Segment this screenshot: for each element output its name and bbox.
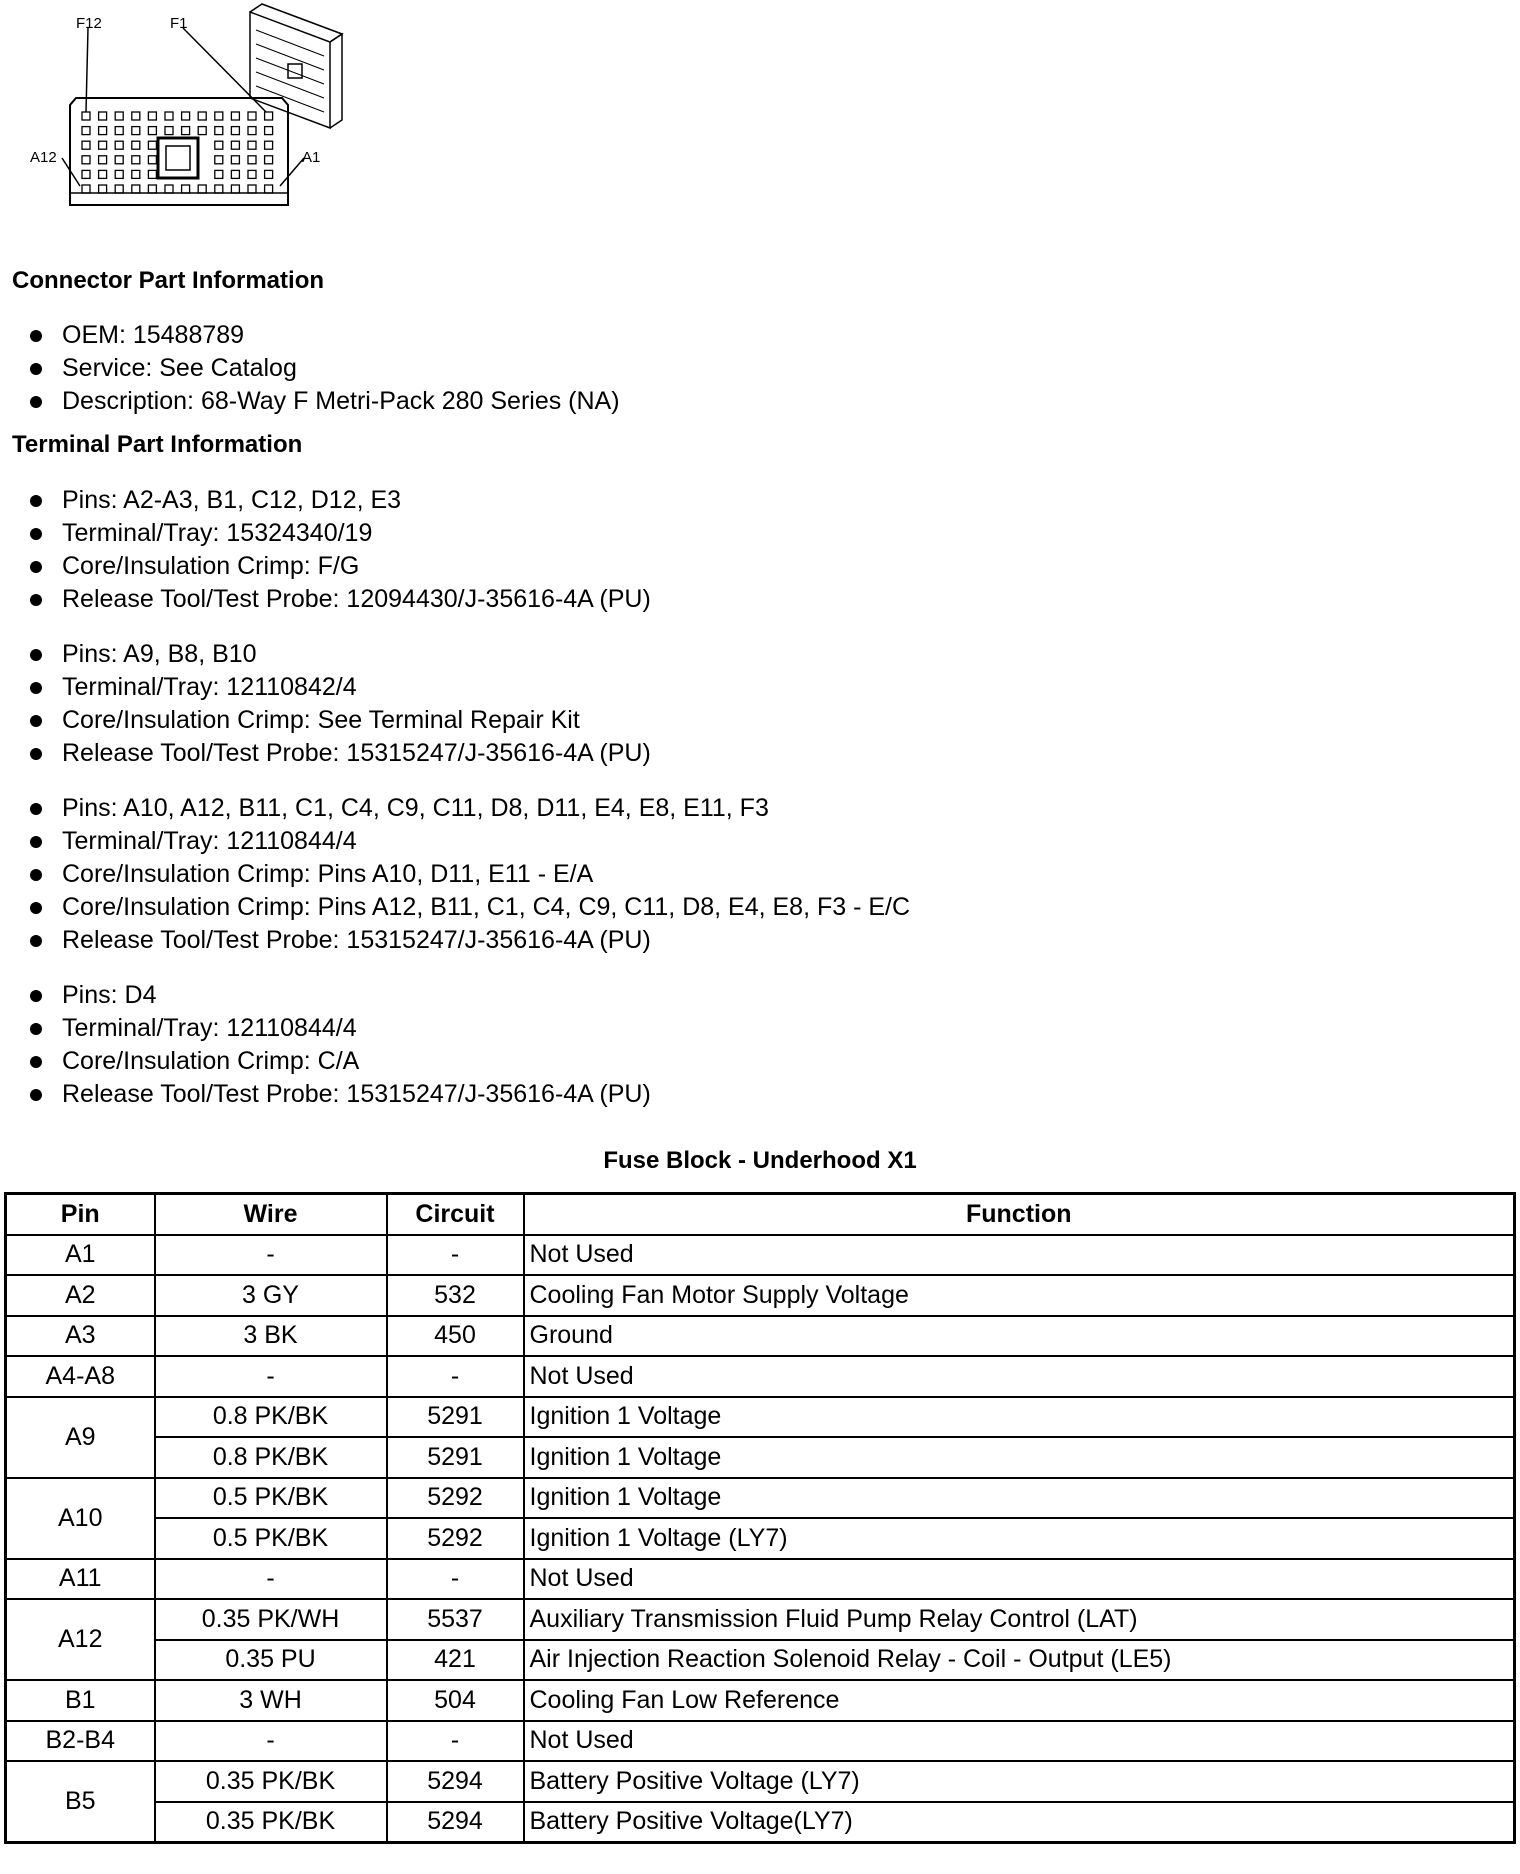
pin-cavity [182,185,190,193]
header-function: Function [524,1194,1515,1235]
pin-cavity [99,112,107,120]
wire-cell: 0.35 PK/BK [155,1802,387,1843]
pin-cavity [148,156,156,164]
circuit-cell: - [387,1356,524,1397]
pin-cavity [231,185,239,193]
function-cell: Not Used [524,1356,1515,1397]
pin-cavity [82,127,90,135]
pin-cavity [231,112,239,120]
circuit-cell: 504 [387,1680,524,1721]
wire-cell: 0.8 PK/BK [155,1397,387,1438]
list-item: Core/Insulation Crimp: Pins A12, B11, C1, C4, C9, C11, D8, E4, E8, F3 - E/C [30,891,910,924]
pin-cell: A12 [6,1599,155,1680]
wire-cell: - [155,1356,387,1397]
table-header-row [6,1194,1515,1235]
label-f12: F12 [76,15,102,32]
pin-cell: B1 [6,1680,155,1721]
pin-cavity [165,112,173,120]
pin-cavity [165,127,173,135]
circuit-cell: 5292 [387,1478,524,1519]
table-row [6,1761,1515,1802]
pin-cavity [132,170,140,178]
terminal-group-2 [30,638,651,770]
pin-cavity [132,156,140,164]
function-cell: Ignition 1 Voltage [524,1478,1515,1519]
pin-cavity [165,185,173,193]
pin-cavity [82,141,90,149]
pin-cavity [248,170,256,178]
circuit-cell: 5294 [387,1761,524,1802]
pin-cavity [148,170,156,178]
function-cell: Air Injection Reaction Solenoid Relay - Coil - Output (LE5) [524,1640,1515,1681]
function-cell: Cooling Fan Motor Supply Voltage [524,1275,1515,1316]
pin-cell: A4-A8 [6,1356,155,1397]
pin-cavity [132,141,140,149]
pin-cavity [182,127,190,135]
pin-cavity [231,127,239,135]
pin-cavity [265,141,273,149]
list-item: Description: 68-Way F Metri-Pack 280 Series (NA) [30,385,620,418]
label-a12: A12 [30,149,57,166]
function-cell: Battery Positive Voltage (LY7) [524,1761,1515,1802]
pin-cavity [215,185,223,193]
header-circuit: Circuit [387,1194,524,1235]
circuit-cell: 5294 [387,1802,524,1843]
table-row [6,1802,1515,1843]
pin-cavity [148,185,156,193]
wire-cell: 3 WH [155,1680,387,1721]
circuit-cell: 5291 [387,1437,524,1478]
pin-cavity [231,141,239,149]
header-wire: Wire [155,1194,387,1235]
wire-cell: - [155,1235,387,1276]
circuit-cell: - [387,1235,524,1276]
table-row [6,1721,1515,1762]
pin-cavity [182,112,190,120]
wire-cell: 3 GY [155,1275,387,1316]
function-cell: Ignition 1 Voltage [524,1397,1515,1438]
table-row [6,1316,1515,1357]
pin-cell: A9 [6,1397,155,1478]
wire-cell: 3 BK [155,1316,387,1357]
pin-cavity [198,112,206,120]
pin-cavity [148,112,156,120]
pin-cell: B2-B4 [6,1721,155,1762]
table-row [6,1518,1515,1559]
list-item: OEM: 15488789 [30,319,620,352]
function-cell: Not Used [524,1235,1515,1276]
pin-cavity [215,141,223,149]
wire-cell: 0.5 PK/BK [155,1478,387,1519]
pin-cavity [82,156,90,164]
pin-cavity [99,156,107,164]
table-row [6,1478,1515,1519]
list-item: Terminal/Tray: 15324340/19 [30,517,651,550]
function-cell: Battery Positive Voltage(LY7) [524,1802,1515,1843]
pin-cavity [248,156,256,164]
circuit-cell: 532 [387,1275,524,1316]
table-row [6,1397,1515,1438]
wire-cell: 0.5 PK/BK [155,1518,387,1559]
circuit-cell: 450 [387,1316,524,1357]
function-cell: Auxiliary Transmission Fluid Pump Relay Control (LAT) [524,1599,1515,1640]
pin-cavity [82,170,90,178]
function-cell: Not Used [524,1559,1515,1600]
circuit-cell: 421 [387,1640,524,1681]
pin-cavity [215,112,223,120]
pin-cavity [265,170,273,178]
table-row [6,1680,1515,1721]
table-row [6,1640,1515,1681]
list-item: Terminal/Tray: 12110844/4 [30,825,910,858]
table-row [6,1599,1515,1640]
table-row [6,1437,1515,1478]
terminal-info-heading: Terminal Part Information [12,431,303,458]
pin-cavity [115,156,123,164]
circuit-cell: - [387,1721,524,1762]
function-cell: Ignition 1 Voltage [524,1437,1515,1478]
list-item: Release Tool/Test Probe: 12094430/J-35616-4A (PU) [30,583,651,616]
pin-cell: A1 [6,1235,155,1276]
pin-cavity [265,127,273,135]
circuit-cell: 5537 [387,1599,524,1640]
wire-cell: - [155,1721,387,1762]
list-item: Release Tool/Test Probe: 15315247/J-35616-4A (PU) [30,1078,651,1111]
pin-cavity [265,112,273,120]
pin-cavity [248,185,256,193]
function-cell: Ground [524,1316,1515,1357]
terminal-group-1 [30,484,651,616]
terminal-group-4 [30,979,651,1111]
list-item: Pins: A9, B8, B10 [30,638,651,671]
terminal-group-3 [30,792,910,957]
pin-grid [82,112,273,193]
circuit-cell: - [387,1559,524,1600]
pin-cavity [248,127,256,135]
function-cell: Not Used [524,1721,1515,1762]
list-item: Release Tool/Test Probe: 15315247/J-35616-4A (PU) [30,737,651,770]
circuit-cell: 5291 [387,1397,524,1438]
wire-cell: 0.35 PK/WH [155,1599,387,1640]
pin-cavity [115,185,123,193]
list-item: Release Tool/Test Probe: 15315247/J-35616-4A (PU) [30,924,910,957]
function-cell: Cooling Fan Low Reference [524,1680,1515,1721]
list-item: Terminal/Tray: 12110844/4 [30,1012,651,1045]
header-pin: Pin [6,1194,155,1235]
wire-cell: - [155,1559,387,1600]
pin-cavity [99,170,107,178]
table-title: Fuse Block - Underhood X1 [603,1147,917,1174]
pin-cavity [231,170,239,178]
list-item: Core/Insulation Crimp: C/A [30,1045,651,1078]
list-item: Pins: A10, A12, B11, C1, C4, C9, C11, D8, D11, E4, E8, E11, F3 [30,792,910,825]
pin-cavity [248,141,256,149]
pin-cavity [115,170,123,178]
pin-cavity [99,141,107,149]
pin-cavity [265,185,273,193]
label-a1: A1 [302,149,321,166]
pin-cell: A3 [6,1316,155,1357]
list-item: Pins: D4 [30,979,651,1012]
pin-cell: A2 [6,1275,155,1316]
pinout-table [4,1192,1516,1844]
pin-cavity [132,185,140,193]
function-cell: Ignition 1 Voltage (LY7) [524,1518,1515,1559]
list-item: Terminal/Tray: 12110842/4 [30,671,651,704]
pin-cavity [99,127,107,135]
circuit-cell: 5292 [387,1518,524,1559]
pin-cavity [148,141,156,149]
pin-cavity [215,156,223,164]
pin-cell: B5 [6,1761,155,1843]
table-row [6,1235,1515,1276]
pin-cell: A11 [6,1559,155,1600]
pin-cavity [115,127,123,135]
list-item: Core/Insulation Crimp: Pins A10, D11, E11 - E/A [30,858,910,891]
pin-cavity [231,156,239,164]
pin-cavity [115,112,123,120]
table-row [6,1356,1515,1397]
pin-cavity [148,127,156,135]
label-f1: F1 [170,15,188,32]
pin-cavity [132,112,140,120]
pin-cavity [248,112,256,120]
list-item: Core/Insulation Crimp: See Terminal Repair Kit [30,704,651,737]
table-row [6,1275,1515,1316]
pin-cavity [215,127,223,135]
wire-cell: 0.35 PK/BK [155,1761,387,1802]
connector-diagram [0,0,380,220]
pin-cavity [198,185,206,193]
pin-cavity [82,185,90,193]
pin-cavity [99,185,107,193]
list-item: Core/Insulation Crimp: F/G [30,550,651,583]
pin-cavity [198,127,206,135]
list-item: Service: See Catalog [30,352,620,385]
center-key [158,138,198,178]
pin-cell: A10 [6,1478,155,1559]
wire-cell: 0.8 PK/BK [155,1437,387,1478]
list-item: Pins: A2-A3, B1, C12, D12, E3 [30,484,651,517]
table-row [6,1559,1515,1600]
pin-cavity [265,156,273,164]
pin-cavity [82,112,90,120]
connector-info-list [30,319,620,418]
pin-cavity [132,127,140,135]
pin-cavity [215,170,223,178]
connector-info-heading: Connector Part Information [12,267,325,294]
connector-body [70,98,288,205]
wire-cell: 0.35 PU [155,1640,387,1681]
pin-cavity [115,141,123,149]
